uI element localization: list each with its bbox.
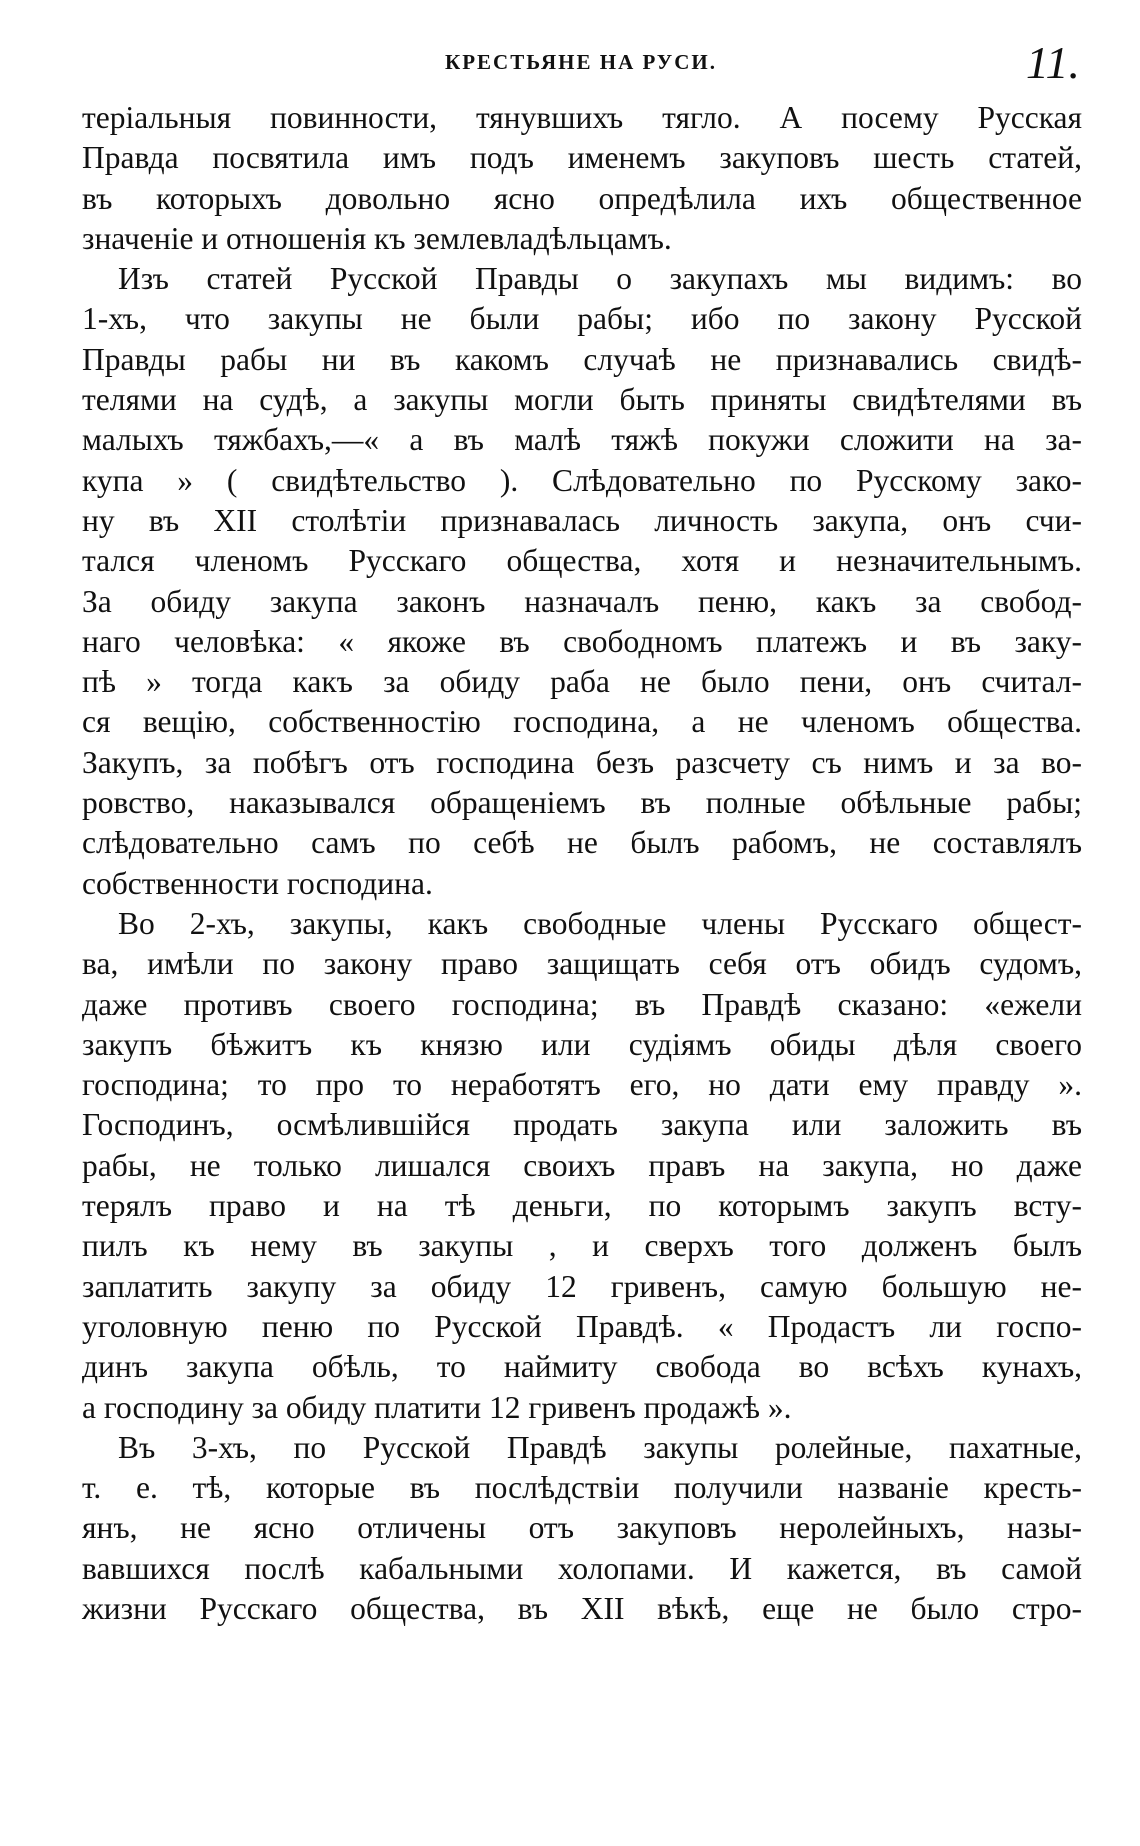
text-line: Закупъ, за побѣгъ отъ господина безъ разсчету съ нимъ и за во- [82, 744, 1082, 780]
text-line: наго человѣка: « якоже въ свободномъ платежъ и въ заку- [82, 623, 1082, 659]
text-line: Во 2-хъ, закупы, какъ свободные члены Русскаго общест- [118, 905, 1082, 941]
text-line: уголовную пеню по Русской Правдѣ. « Продастъ ли госпо- [82, 1308, 1082, 1344]
text-line: вавшихся послѣ кабальными холопами. И кажется, въ самой [82, 1550, 1082, 1586]
text-line: закупъ бѣжитъ къ князю или судіямъ обиды дѣля своего [82, 1026, 1082, 1062]
text-line: собственности господина. [82, 865, 433, 901]
text-line: ну въ XII столѣтіи признавалась личность закупа, онъ счи- [82, 502, 1082, 538]
running-title: КРЕСТЬЯНЕ НА РУСИ. [445, 50, 717, 74]
text-line: Правда посвятила имъ подъ именемъ закуповъ шесть статей, [82, 140, 1082, 176]
text-line: въ которыхъ довольно ясно опредѣлила ихъ общественное [82, 180, 1082, 216]
text-line: Правды рабы ни въ какомъ случаѣ не признавались свидѣ- [82, 341, 1082, 377]
text-line: терялъ право и на тѣ деньги, по которымъ закупъ всту- [82, 1188, 1082, 1224]
page-number: 11. [1025, 37, 1080, 88]
text-line: жизни Русскаго общества, въ XII вѣкѣ, еще не было стро- [82, 1590, 1082, 1626]
running-head [82, 37, 1080, 104]
text-line: даже противъ своего господина; въ Правдѣ сказано: «ежели [82, 986, 1082, 1022]
text-line: пилъ къ нему въ закупы , и сверхъ того долженъ былъ [82, 1228, 1082, 1264]
text-line: а господину за обиду платити 12 гривенъ продажѣ ». [82, 1389, 792, 1425]
body-text [82, 98, 1082, 1629]
text-line: тался членомъ Русскаго общества, хотя и незначительнымъ. [82, 543, 1082, 579]
text-line: ва, имѣли по закону право защищать себя отъ обидъ судомъ, [82, 946, 1082, 982]
text-line: значеніе и отношенія къ землевладѣльцамъ. [82, 220, 672, 256]
text-line: ровство, наказывался обращеніемъ въ полные обѣльные рабы; [82, 785, 1082, 821]
text-line: динъ закупа обѣль, то наймиту свобода во всѣхъ кунахъ, [82, 1349, 1082, 1385]
text-line: слѣдовательно самъ по себѣ не былъ рабомъ, не составлялъ [82, 825, 1082, 861]
text-line: 1-хъ, что закупы не были рабы; ибо по закону Русской [82, 301, 1082, 337]
text-line: Господинъ, осмѣлившійся продать закупа или заложить въ [82, 1107, 1082, 1143]
text-line: телями на судѣ, а закупы могли быть приняты свидѣтелями въ [82, 382, 1082, 418]
text-line: ся вещію, собственностію господина, а не членомъ общества. [82, 704, 1082, 740]
text-line: т. е. тѣ, которые въ послѣдствіи получили названіе кресть- [82, 1470, 1082, 1506]
text-line: теріальныя повинности, тянувшихъ тягло. А посему Русская [82, 100, 1082, 135]
text-line: янъ, не ясно отличены отъ закуповъ неролейныхъ, назы- [82, 1510, 1082, 1546]
text-line: заплатить закупу за обиду 12 гривенъ, самую большую не- [82, 1268, 1082, 1304]
text-line: Въ 3-хъ, по Русской Правдѣ закупы ролейные, пахатные, [118, 1429, 1082, 1465]
text-line: купа » ( свидѣтельство ). Слѣдовательно по Русскому зако- [82, 462, 1082, 498]
text-line: малыхъ тяжбахъ,—« а въ малѣ тяжѣ покужи сложити на за- [82, 422, 1082, 458]
text-line: Изъ статей Русской Правды о закупахъ мы видимъ: во [118, 261, 1082, 297]
text-line: пѣ » тогда какъ за обиду раба не было пени, онъ считал- [82, 664, 1082, 700]
text-line: рабы, не только лишался своихъ правъ на закупа, но даже [82, 1147, 1082, 1183]
text-line: господина; то про то неработятъ его, но дати ему правду ». [82, 1067, 1082, 1103]
text-line: За обиду закупа законъ назначалъ пеню, какъ за свобод- [82, 583, 1082, 619]
